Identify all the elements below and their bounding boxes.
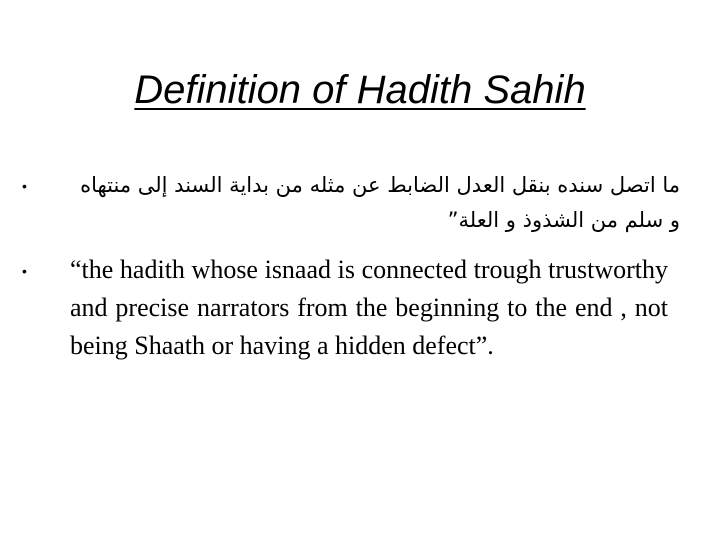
bullet-icon: •: [22, 263, 27, 279]
arabic-definition-text: ما اتصل سنده بنقل العدل الضابط عن مثله من بداية السند إلى منتهاه و سلم من الشذوذ و العلة”: [80, 173, 680, 232]
slide-title: Definition of Hadith Sahih: [134, 68, 586, 112]
english-definition-text: “the hadith whose isnaad is connected trough trustworthy and precise narrators from the beginning to the end , not being Shaath or having a hidden defect”.: [70, 255, 668, 360]
bullet-icon: •: [22, 178, 27, 194]
